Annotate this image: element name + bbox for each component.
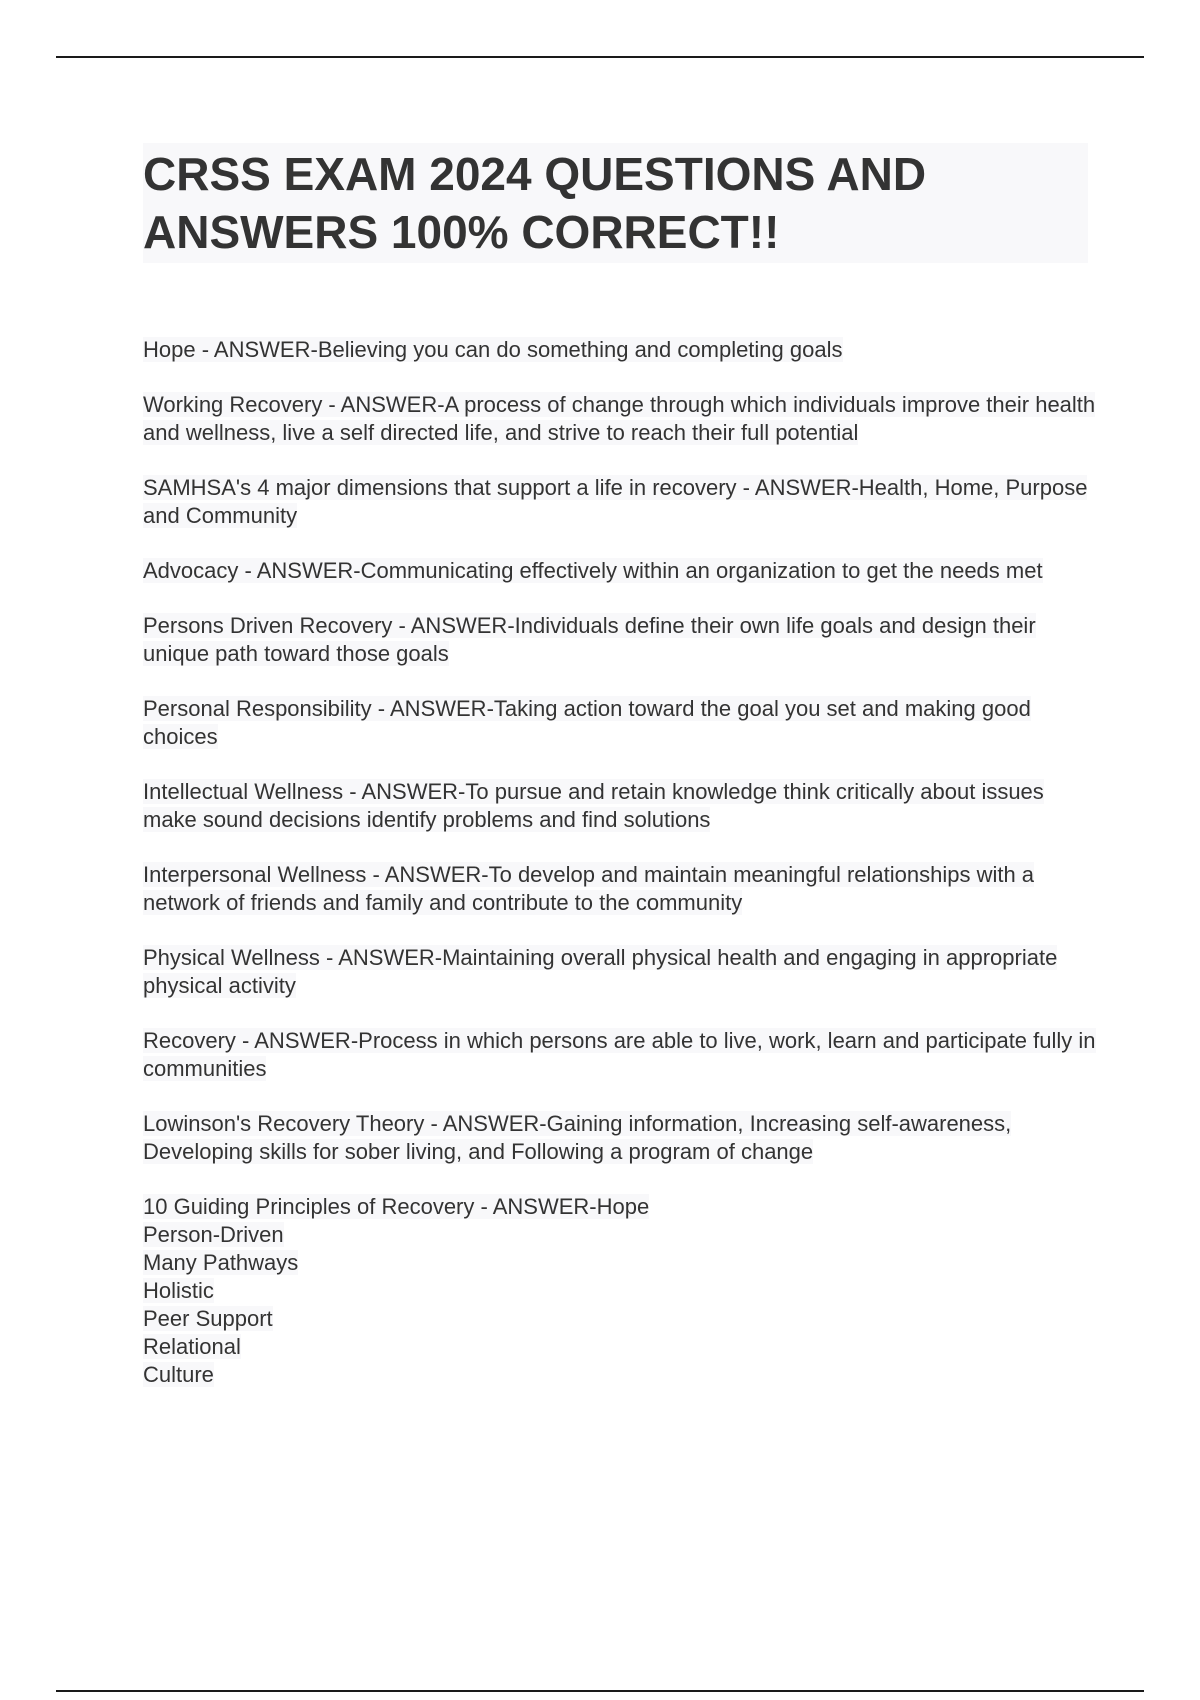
qa-item: [143, 1027, 1103, 1083]
principle-text: Relational: [143, 1334, 241, 1359]
qa-text: Advocacy - ANSWER-Communicating effectively within an organization to get the needs met: [143, 558, 1043, 583]
qa-text: Interpersonal Wellness - ANSWER-To develop and maintain meaningful relationships with a network of friends and family and contribute to the community: [143, 862, 1035, 915]
page-title: CRSS EXAM 2024 QUESTIONS AND ANSWERS 100% CORRECT!!: [143, 148, 927, 258]
footer-rule: [56, 1690, 1144, 1692]
qa-item: [143, 944, 1103, 1000]
header-rule: [56, 56, 1144, 58]
principle-text: Peer Support: [143, 1306, 273, 1331]
qa-text: Hope - ANSWER-Believing you can do something and completing goals: [143, 337, 843, 362]
qa-list: [143, 336, 1103, 1389]
principle-text: Person-Driven: [143, 1222, 284, 1247]
qa-item: [143, 336, 1103, 364]
principle-line: [143, 1249, 1103, 1277]
principle-line: [143, 1277, 1103, 1305]
principle-line: [143, 1305, 1103, 1333]
principle-line: [143, 1361, 1103, 1389]
qa-item: [143, 612, 1103, 668]
qa-text: SAMHSA's 4 major dimensions that support a life in recovery - ANSWER-Health, Home, Purpose and Community: [143, 475, 1088, 528]
qa-item: [143, 474, 1103, 530]
qa-text: Recovery - ANSWER-Process in which persons are able to live, work, learn and participate fully in communities: [143, 1028, 1096, 1081]
qa-text: Persons Driven Recovery - ANSWER-Individuals define their own life goals and design their unique path toward those goals: [143, 613, 1036, 666]
qa-item: [143, 1110, 1103, 1166]
qa-item: [143, 391, 1103, 447]
principle-line: [143, 1333, 1103, 1361]
qa-item: [143, 695, 1103, 751]
qa-text: Personal Responsibility - ANSWER-Taking action toward the goal you set and making good choices: [143, 696, 1031, 749]
qa-text: Lowinson's Recovery Theory - ANSWER-Gaining information, Increasing self-awareness, Developing skills for sober living, and Following a program of change: [143, 1111, 1012, 1164]
principle-line: [143, 1221, 1103, 1249]
principles-heading: [143, 1193, 1103, 1221]
principle-text: Holistic: [143, 1278, 214, 1303]
principle-text: Many Pathways: [143, 1250, 299, 1275]
principle-text: Culture: [143, 1362, 214, 1387]
principles-heading-text: 10 Guiding Principles of Recovery - ANSWER-Hope: [143, 1194, 650, 1219]
qa-item: [143, 557, 1103, 585]
qa-text: Working Recovery - ANSWER-A process of change through which individuals improve their health and wellness, live a self directed life, and strive to reach their full potential: [143, 392, 1096, 445]
guiding-principles: [143, 1193, 1103, 1389]
qa-text: Physical Wellness - ANSWER-Maintaining overall physical health and engaging in appropriate physical activity: [143, 945, 1058, 998]
title-block: [143, 143, 1088, 263]
qa-item: [143, 778, 1103, 834]
qa-text: Intellectual Wellness - ANSWER-To pursue and retain knowledge think critically about issues make sound decisions identify problems and find solutions: [143, 779, 1044, 832]
qa-item: [143, 861, 1103, 917]
